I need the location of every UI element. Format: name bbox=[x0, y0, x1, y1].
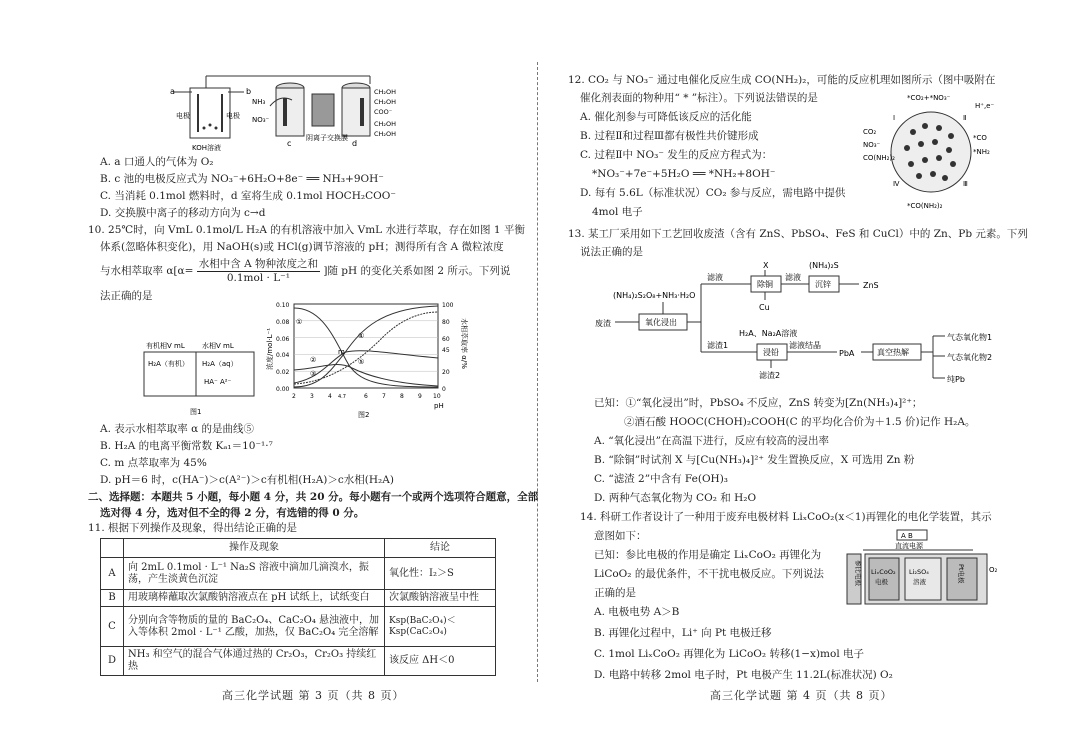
q12-fig-nh2: *NH₂ bbox=[973, 148, 990, 156]
q11-header-key bbox=[101, 539, 124, 558]
q12-fig-ii: Ⅱ bbox=[963, 114, 967, 122]
fig1-organic-head: 有机相V mL bbox=[146, 342, 185, 350]
q12-option-b: B. 过程Ⅱ和过程Ⅲ都有极性共价键形成 bbox=[580, 130, 759, 142]
q9-label-d: d bbox=[352, 139, 358, 148]
fig2-yrtick-5: 20 bbox=[442, 369, 450, 376]
q11-header-op: 操作及现象 bbox=[124, 539, 385, 558]
fig2-xtick-3: 4 bbox=[328, 393, 332, 400]
fig2-ylabel-right: 水相萃取率 α/% bbox=[460, 318, 468, 369]
q12-fig-he: H⁺,e⁻ bbox=[975, 102, 995, 110]
fig2-curve-label-5: ⑤ bbox=[358, 358, 365, 366]
flow-box5: 真空热解 bbox=[877, 348, 909, 357]
q13-known-2: ②酒石酸 HOOC(CHOH)₂COOH(C 的平均化合价为＋1.5 价)记作 H₂A。 bbox=[624, 416, 976, 428]
q9-option-a: A. a 口通人的气体为 O₂ bbox=[100, 156, 214, 168]
flow-waste: 废渣 bbox=[595, 319, 611, 328]
q14-option-b: B. 再锂化过程中，Li⁺ 向 Pt 电极迁移 bbox=[594, 627, 772, 639]
q9-nh3: NH₃ bbox=[252, 98, 266, 106]
q10-frac-num: 水相中含 A 物种浓度之和 bbox=[198, 258, 319, 270]
table-row bbox=[101, 590, 496, 607]
fig1-water-head: 水相V mL bbox=[202, 342, 234, 350]
q14-fig-o2: O₂ bbox=[989, 566, 998, 574]
flow-box2: 除铜 bbox=[757, 280, 773, 289]
right-page bbox=[538, 0, 1075, 754]
fig2-yrtick-6: 0 bbox=[442, 386, 446, 393]
fig2-xtick-6: 7 bbox=[382, 393, 386, 400]
fig2-yrtick-1: 100 bbox=[442, 302, 454, 309]
fig2-ytick-3: 0.06 bbox=[276, 336, 290, 343]
right-page-footer: 高三化学试题 第 4 页（共 8 页） bbox=[710, 688, 893, 702]
q9-label-a: a bbox=[170, 87, 175, 96]
flow-box3: 沉锌 bbox=[815, 280, 831, 289]
q9-electrode-right: 电极 bbox=[226, 112, 240, 120]
q12-fig-bottom: *CO(NH₂)₂ bbox=[907, 202, 943, 210]
q14-fig-solution: 溶液 bbox=[913, 578, 926, 586]
q9-product-2: CH₂OH bbox=[374, 98, 397, 106]
q11-row-op: 分别向含等物质的量的 BaC₂O₄、CaC₂O₄ 悬浊液中，加入等体积 2mol · L⁻¹ 乙酸，加热，仅 BaC₂O₄ 完全溶解 bbox=[124, 607, 385, 647]
fig2-curve-label-2: ② bbox=[310, 356, 317, 364]
fig2-xtick-8: 9 bbox=[418, 393, 422, 400]
q12-fig-co: *CO bbox=[973, 134, 987, 142]
flow-filtrate1: 滤液 bbox=[707, 273, 723, 282]
q14-fig-pt: Pt电极 bbox=[957, 564, 965, 584]
q9-cell-diagram bbox=[170, 70, 400, 160]
q14-device-figure bbox=[843, 528, 1003, 608]
flow-filtrate2: 滤液 bbox=[785, 273, 801, 282]
flow-box1: 氧化浸出 bbox=[645, 318, 677, 327]
fig2-caption: 图2 bbox=[358, 411, 370, 419]
q10-frac-den: 0.1mol · L⁻¹ bbox=[226, 271, 290, 284]
flow-nh4s: (NH₄)₂S bbox=[809, 261, 839, 270]
q10-option-a: A. 表示水相萃取率 α 的是曲线⑤ bbox=[100, 423, 255, 435]
flow-pb: 纯Pb bbox=[947, 375, 965, 384]
q14-option-d: D. 电路中转移 2mol 电子时，Pt 电极产生 11.2L(标准状况) O₂ bbox=[594, 669, 893, 681]
q12-fig-i: Ⅰ bbox=[893, 114, 896, 122]
q12-fig-co2: CO₂ bbox=[863, 128, 877, 136]
q11-row-op: 向 2mL 0.1mol · L⁻¹ Na₂S 溶液中滴加几滴溴水，振荡，产生淡黄色沉淀 bbox=[124, 558, 385, 590]
q9-membrane: 阴离子交换膜 bbox=[306, 134, 348, 142]
q9-label-b: b bbox=[246, 87, 252, 96]
flow-zns: ZnS bbox=[863, 281, 879, 290]
q12-option-c: C. 过程Ⅱ中 NO₃⁻ 发生的反应方程式为： bbox=[580, 149, 773, 161]
q9-electrode-left: 电极 bbox=[176, 112, 190, 120]
q9-product-1: CH₂OH bbox=[374, 88, 397, 96]
flow-pba: PbA bbox=[839, 349, 855, 358]
fig2-ytick-5: 0.02 bbox=[276, 369, 290, 376]
table-row bbox=[101, 647, 496, 676]
fig2-yrtick-3: 60 bbox=[442, 336, 450, 343]
q11-row-key: B bbox=[101, 590, 124, 607]
fig2-xtick-7: 8 bbox=[400, 393, 404, 400]
q12-stem-1: 12. CO₂ 与 NO₃⁻ 通过电催化反应生成 CO(NH₂)₂，可能的反应机理如图所示（图中吸附在 bbox=[568, 74, 996, 86]
table-row bbox=[101, 607, 496, 647]
fig2-m-point: m bbox=[338, 348, 345, 356]
fig1-water: H₂A（aq） bbox=[202, 360, 238, 368]
q14-stem-4: LiCoO₂ 的最优条件，不干扰电极反应。下列说法 bbox=[594, 568, 824, 580]
fig2-ytick-2: 0.08 bbox=[276, 319, 290, 326]
q12-fig-top: *CO₂+*NO₃⁻ bbox=[907, 94, 951, 102]
q12-fig-iv: Ⅳ bbox=[893, 180, 900, 188]
fig2-xlabel: pH bbox=[434, 402, 444, 410]
fig1-caption: 图1 bbox=[190, 408, 202, 416]
q13-option-c: C. “滤渣 2”中含有 Fe(OH)₃ bbox=[594, 473, 729, 485]
q14-fig-licoo2: LiₓCoO₂ bbox=[871, 568, 896, 576]
flow-gas2: 气态氧化物2 bbox=[947, 353, 993, 362]
fig1-ions: HA⁻ A²⁻ bbox=[204, 378, 232, 386]
flow-residue1: 滤渣1 bbox=[707, 341, 729, 350]
q10-figure-2 bbox=[262, 298, 472, 420]
fig2-xtick-5: 6 bbox=[364, 393, 368, 400]
q11-row-conc: 次氯酸钠溶液呈中性 bbox=[385, 590, 496, 607]
fig2-xtick-2: 3 bbox=[310, 393, 314, 400]
q14-option-c: C. 1mol LiₓCoO₂ 再锂化为 LiCoO₂ 转移(1−x)mol 电子 bbox=[594, 648, 865, 660]
flow-cu: Cu bbox=[759, 303, 770, 312]
q9-no3: NO₃⁻ bbox=[252, 116, 270, 124]
q14-option-a: A. 电极电势 A＞B bbox=[594, 606, 680, 618]
q14-stem-5: 正确的是 bbox=[594, 587, 636, 599]
q9-product-3: COO⁻ bbox=[374, 108, 393, 116]
q12-option-d: D. 每有 5.6L（标准状况）CO₂ 参与反应，需电路中提供 bbox=[580, 187, 846, 199]
q12-option-c-eq: *NO₃⁻+7e⁻+5H₂O ══ *NH₂+8OH⁻ bbox=[592, 168, 776, 180]
left-page-footer: 高三化学试题 第 3 页（共 8 页） bbox=[222, 688, 405, 702]
flow-reagent1: (NH₄)₂S₂O₈+NH₃·H₂O bbox=[613, 291, 696, 300]
section-2-heading-1: 二、选择题：本题共 5 小题，每小题 4 分，共 20 分。每小题有一个或两个选项符合题意，全部 bbox=[88, 491, 539, 503]
q12-option-a: A. 催化剂参与可降低该反应的活化能 bbox=[580, 111, 752, 123]
flow-box4: 浸铅 bbox=[763, 348, 779, 357]
q14-stem-1: 14. 科研工作者设计了一种用于废弃电极材料 LiₓCoO₂(x＜1)再锂化的电化学装置，其示 bbox=[580, 511, 992, 523]
fig2-curve-label-4: ④ bbox=[358, 332, 365, 340]
q10-option-b: B. H₂A 的电离平衡常数 Kₐ₁＝10⁻¹·⁷ bbox=[100, 440, 273, 452]
q11-row-key: A bbox=[101, 558, 124, 590]
q12-fig-no3: NO₃⁻ bbox=[863, 141, 881, 149]
q14-fig-electrode: 电极 bbox=[875, 578, 888, 586]
flow-crystal: 滤液结晶 bbox=[789, 341, 821, 350]
q11-row-conc: 该反应 ΔH＜0 bbox=[385, 647, 496, 676]
q13-stem-2: 说法正确的是 bbox=[580, 246, 643, 258]
q11-header-conc: 结论 bbox=[385, 539, 496, 558]
q12-mechanism-figure bbox=[863, 92, 998, 212]
q10-stem-3a: 与水相萃取率 α[α= bbox=[100, 265, 194, 278]
fig2-ytick-1: 0.10 bbox=[276, 302, 290, 309]
fig1-organic: H₂A（有机） bbox=[148, 360, 189, 368]
q14-stem-3: 已知：参比电极的作用是确定 LiₓCoO₂ 再锂化为 bbox=[594, 549, 822, 561]
q11-row-conc: Ksp(BaC₂O₄)＜Ksp(CaC₂O₄) bbox=[385, 607, 496, 647]
q13-known-1: 已知：①“氧化浸出”时，PbSO₄ 不反应，ZnS 转变为[Zn(NH₃)₄]²⁺； bbox=[594, 397, 923, 409]
q11-row-key: D bbox=[101, 647, 124, 676]
q12-fig-urea: CO(NH₂)₂ bbox=[863, 154, 895, 162]
q12-stem-2: 催化剂表面的物种用“ * ”标注）。下列说法错误的是 bbox=[580, 92, 818, 104]
flow-reagent2: H₂A、Na₂A溶液 bbox=[739, 329, 798, 338]
flow-x: X bbox=[763, 261, 769, 270]
q14-fig-power: 直流电源 bbox=[895, 542, 923, 550]
fig2-curve-label-1: ① bbox=[296, 318, 303, 326]
fig2-curve-label-3: ③ bbox=[310, 370, 317, 378]
q9-option-d: D. 交换膜中离子的移动方向为 c→d bbox=[100, 207, 266, 219]
fig2-ytick-4: 0.04 bbox=[276, 352, 290, 359]
fig2-ytick-6: 0.00 bbox=[276, 386, 290, 393]
q13-option-d: D. 两种气态氧化物为 CO₂ 和 H₂O bbox=[594, 492, 757, 504]
q10-stem-3b: ]随 pH 的变化关系如图 2 所示。下列说 bbox=[323, 265, 511, 278]
q14-stem-2: 意图如下： bbox=[594, 530, 647, 542]
q10-stem-1: 10. 25℃时，向 VmL 0.1mol/L H₂A 的有机溶液中加入 VmL 水进行萃取，存在如图 1 平衡 bbox=[88, 224, 525, 236]
q13-stem-1: 13. 某工厂采用如下工艺回收废渣（含有 ZnS、PbSO₄、FeS 和 CuCl）中的 Zn、Pb 元素。下列 bbox=[568, 228, 1028, 240]
q12-fig-iii: Ⅲ bbox=[963, 180, 968, 188]
q9-label-c: c bbox=[287, 139, 292, 148]
q10-stem-3 bbox=[100, 258, 510, 284]
q9-product-5: CH₂OH bbox=[374, 130, 397, 138]
q9-product-4: CH₂OH bbox=[374, 120, 397, 128]
q14-fig-li2so4: Li₂SO₄ bbox=[909, 568, 929, 576]
q11-row-key: C bbox=[101, 607, 124, 647]
q11-row-op: 用玻璃棒蘸取次氯酸钠溶液点在 pH 试纸上，试纸变白 bbox=[124, 590, 385, 607]
q10-stem-4: 法正确的是 bbox=[100, 290, 153, 302]
q13-option-a: A. “氧化浸出”在高温下进行，反应有较高的浸出率 bbox=[594, 435, 829, 447]
section-2-heading-2: 选对得 4 分，选对但不全的得 2 分，有选错的得 0 分。 bbox=[100, 507, 365, 519]
fig2-yrtick-4: 45 bbox=[442, 347, 450, 354]
fig2-yrtick-2: 80 bbox=[442, 319, 450, 326]
q10-fraction bbox=[197, 258, 320, 284]
fig2-ylabel: 浓度/mol·L⁻¹ bbox=[266, 327, 274, 370]
flow-residue2: 滤渣2 bbox=[759, 371, 781, 380]
q9-koh: KOH溶液 bbox=[192, 144, 221, 152]
q11-table bbox=[100, 538, 496, 676]
fig2-xtick-9: 10 bbox=[433, 393, 441, 400]
q14-fig-ref: 参比电极 bbox=[854, 560, 862, 586]
q11-row-op: NH₃ 和空气的混合气体通过热的 Cr₂O₃，Cr₂O₃ 持续红热 bbox=[124, 647, 385, 676]
q9-option-c: C. 当消耗 0.1mol 燃料时，d 室将生成 0.1mol HOCH₂COO⁻ bbox=[100, 190, 396, 202]
q10-figure-1 bbox=[140, 338, 260, 418]
q10-stem-2: 体系(忽略体积变化)，用 NaOH(s)或 HCl(g)调节溶液的 pH；测得所有含 A 微粒浓度 bbox=[100, 241, 504, 253]
q13-flowchart bbox=[593, 260, 1013, 390]
q14-fig-ab: A B bbox=[901, 532, 913, 540]
q11-row-conc: 氧化性：I₂＞S bbox=[385, 558, 496, 590]
q9-option-b: B. c 池的电极反应式为 NO₃⁻+6H₂O+8e⁻ ══ NH₃+9OH⁻ bbox=[100, 173, 384, 185]
fig2-xtick-4: 4.7 bbox=[338, 394, 346, 400]
q10-option-c: C. m 点萃取率为 45% bbox=[100, 457, 207, 469]
fig2-xtick-1: 2 bbox=[292, 393, 296, 400]
q10-option-d: D. pH＝6 时，c(HA⁻)＞c(A²⁻)＞c有机相(H₂A)＞c水相(H₂A) bbox=[100, 474, 394, 486]
flow-gas1: 气态氧化物1 bbox=[947, 333, 993, 342]
q12-option-d-cont: 4mol 电子 bbox=[592, 206, 643, 218]
q13-option-b: B. “除铜”时试剂 X 与[Cu(NH₃)₄]²⁺ 发生置换反应，X 可选用 Zn 粉 bbox=[594, 454, 915, 466]
table-row bbox=[101, 558, 496, 590]
q11-stem: 11. 根据下列操作及现象，得出结论正确的是 bbox=[88, 522, 298, 534]
